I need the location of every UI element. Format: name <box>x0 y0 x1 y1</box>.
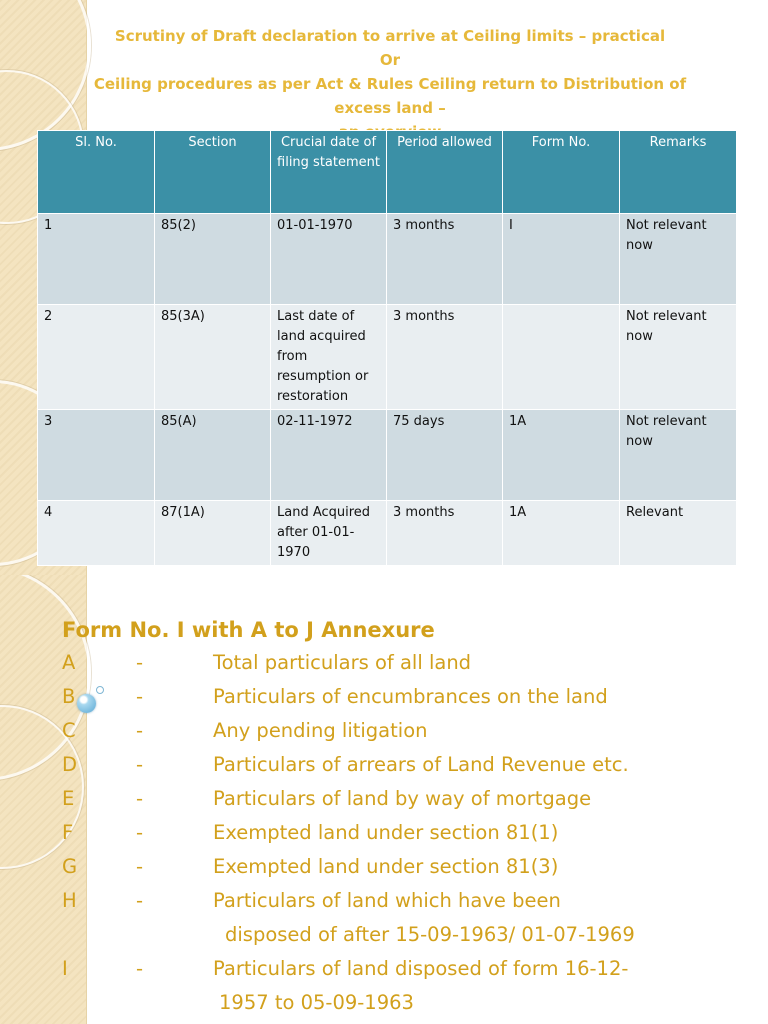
annexure-text-continuation: 1957 to 05-09-1963 <box>219 991 414 1014</box>
annexure-text: Any pending litigation <box>213 719 428 742</box>
table-cell: 85(3A) <box>155 305 271 410</box>
table-row <box>38 305 737 410</box>
annexure-letter: H <box>62 889 77 912</box>
title-line: Ceiling procedures as per Act & Rules Ceiling return to Distribution of <box>93 75 687 93</box>
annexure-letter: C <box>62 719 76 742</box>
table-cell: Not relevant now <box>620 305 737 410</box>
list-item <box>62 680 722 714</box>
annexure-dash: - <box>136 821 144 844</box>
annexure-dash: - <box>136 855 144 878</box>
table-cell: 75 days <box>387 410 503 501</box>
annexure-text: Exempted land under section 81(1) <box>213 821 559 844</box>
annexure-dash: - <box>136 889 144 912</box>
table-cell: 3 months <box>387 501 503 566</box>
annexure-dash: - <box>136 753 144 776</box>
header-crucial-date: Crucial date of filing statement <box>271 131 387 214</box>
title-line: Scrutiny of Draft declaration to arrive at Ceiling limits – practical <box>114 27 666 45</box>
table-cell: Land Acquired after 01-01-1970 <box>271 501 387 566</box>
annexure-text: Particulars of encumbrances on the land <box>213 685 608 708</box>
annexure-letter: F <box>62 821 74 844</box>
annexure-letter: A <box>62 651 76 674</box>
annexure-dash: - <box>136 685 144 708</box>
slide-title <box>70 24 710 144</box>
table-cell: 85(A) <box>155 410 271 501</box>
table-cell: I <box>503 214 620 305</box>
annexure-letter: D <box>62 753 78 776</box>
table-cell: 01-01-1970 <box>271 214 387 305</box>
list-item <box>62 748 722 782</box>
annexure-text: Particulars of land by way of mortgage <box>213 787 592 810</box>
form-heading: Form No. I with A to J Annexure <box>62 618 435 642</box>
bubble-icon <box>77 694 96 713</box>
annexure-letter: G <box>62 855 78 878</box>
annexure-dash: - <box>136 957 144 980</box>
slide-form-annexure <box>0 575 768 1024</box>
ceiling-procedure-table <box>37 130 737 566</box>
table-row <box>38 410 737 501</box>
table-cell: 2 <box>38 305 155 410</box>
header-section: Section <box>155 131 271 214</box>
table-cell: 3 months <box>387 305 503 410</box>
header-form-no: Form No. <box>503 131 620 214</box>
list-item <box>62 714 722 748</box>
table-cell: Last date of land acquired from resumption or restoration <box>271 305 387 410</box>
header-remarks: Remarks <box>620 131 737 214</box>
annexure-letter: I <box>62 957 68 980</box>
annexure-text-continuation: disposed of after 15-09-1963/ 01-07-1969 <box>225 923 635 946</box>
list-item <box>62 952 722 1020</box>
annexure-text: Particulars of land which have been <box>213 889 561 912</box>
table-cell: 85(2) <box>155 214 271 305</box>
table-cell: 02-11-1972 <box>271 410 387 501</box>
annexure-text-block <box>213 884 713 952</box>
annexure-text: Exempted land under section 81(3) <box>213 855 559 878</box>
table-row <box>38 214 737 305</box>
table-cell: 1A <box>503 410 620 501</box>
annexure-text: Particulars of arrears of Land Revenue etc. <box>213 753 629 776</box>
annexure-list <box>62 646 722 1020</box>
title-line: Or <box>379 51 401 69</box>
list-item <box>62 850 722 884</box>
annexure-letter: B <box>62 685 76 708</box>
table-cell <box>503 305 620 410</box>
table-cell: 1A <box>503 501 620 566</box>
list-item <box>62 816 722 850</box>
header-period-allowed: Period allowed <box>387 131 503 214</box>
table-header-row <box>38 131 737 214</box>
annexure-text: Total particulars of all land <box>213 651 472 674</box>
annexure-dash: - <box>136 787 144 810</box>
list-item <box>62 884 722 952</box>
table-cell: Not relevant now <box>620 410 737 501</box>
annexure-letter: E <box>62 787 75 810</box>
header-sl-no: Sl. No. <box>38 131 155 214</box>
table-cell: 3 months <box>387 214 503 305</box>
list-item <box>62 782 722 816</box>
table-cell: 4 <box>38 501 155 566</box>
table-row <box>38 501 737 566</box>
table-cell: Not relevant now <box>620 214 737 305</box>
table-cell: 3 <box>38 410 155 501</box>
title-line: excess land – <box>334 99 446 117</box>
table-cell: 87(1A) <box>155 501 271 566</box>
annexure-dash: - <box>136 719 144 742</box>
annexure-text: Particulars of land disposed of form 16-12- <box>213 957 629 980</box>
annexure-text-block <box>213 952 713 1020</box>
annexure-dash: - <box>136 651 144 674</box>
bubble-icon <box>96 686 104 694</box>
table-cell: Relevant <box>620 501 737 566</box>
list-item <box>62 646 722 680</box>
table-cell: 1 <box>38 214 155 305</box>
